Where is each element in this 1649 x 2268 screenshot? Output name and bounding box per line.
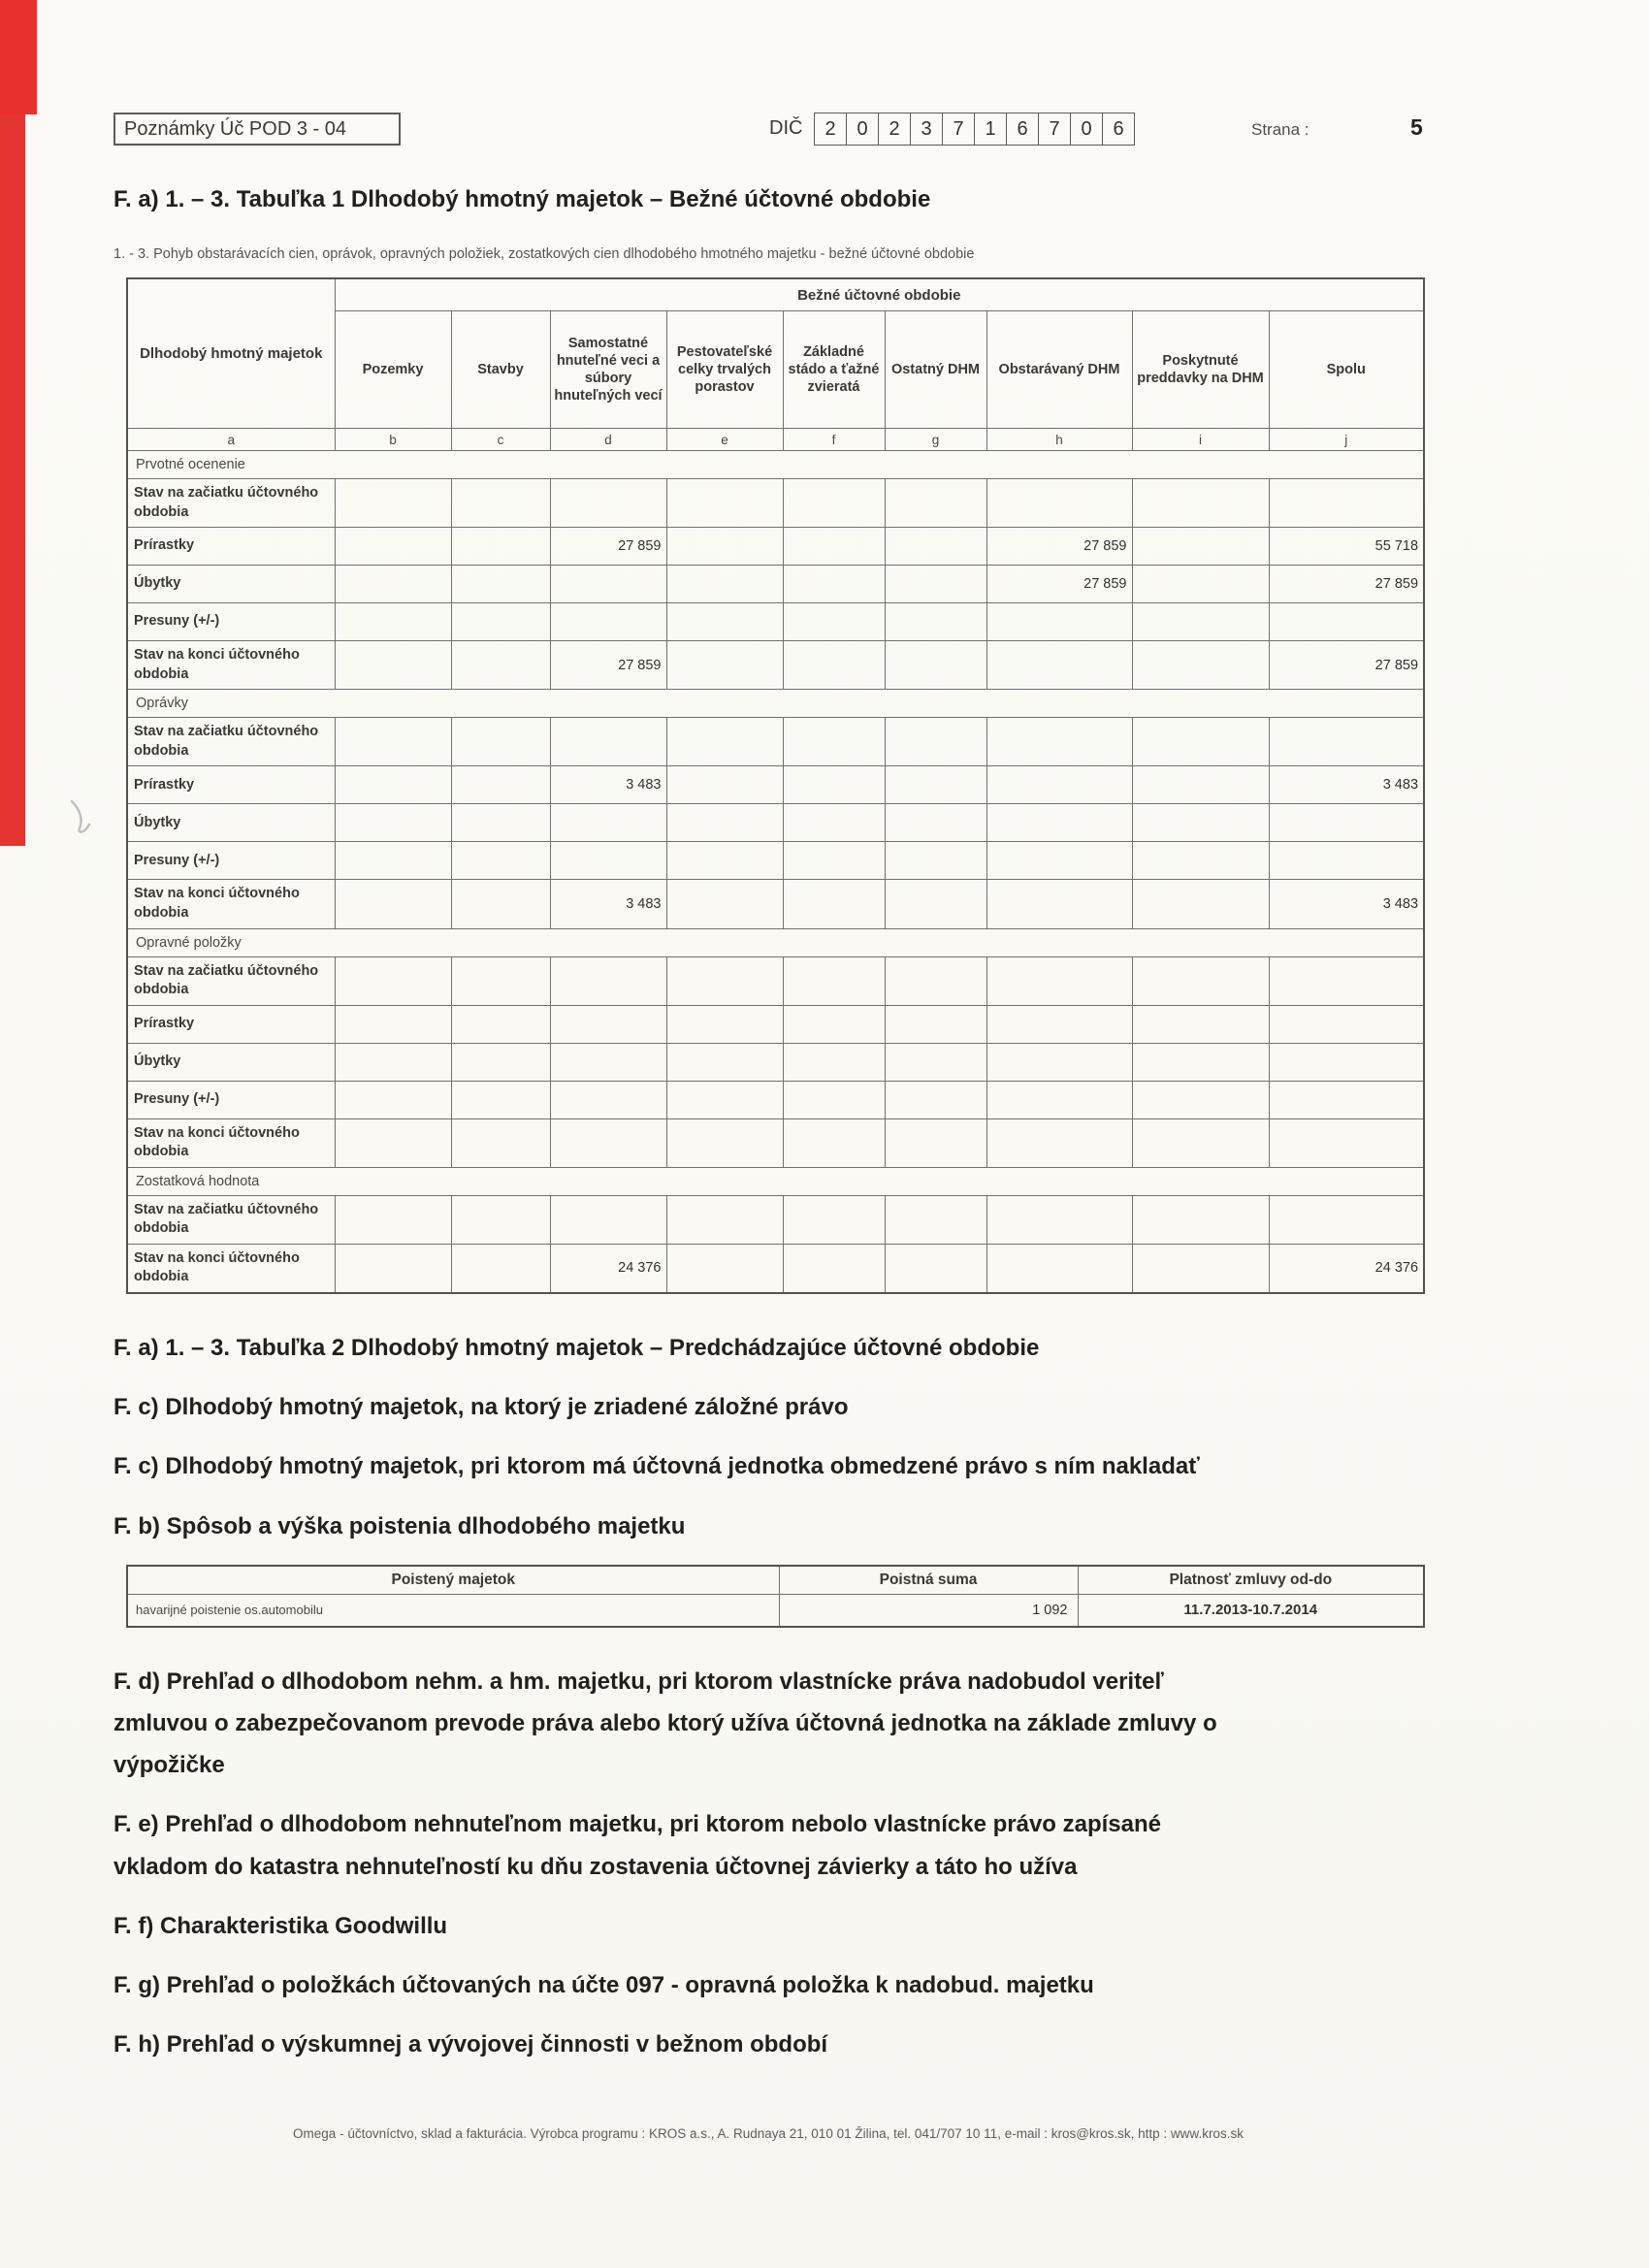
row-label: Prírastky bbox=[127, 528, 335, 566]
value-cell bbox=[666, 804, 783, 842]
value-cell bbox=[1132, 641, 1269, 690]
value-cell bbox=[885, 1244, 986, 1293]
section-row bbox=[127, 451, 1424, 479]
section-label: Prvotné ocenenie bbox=[127, 451, 1424, 479]
letter-e: e bbox=[666, 429, 783, 451]
col-header-preddavky: Poskytnuté preddavky na DHM bbox=[1132, 311, 1269, 429]
table-row bbox=[127, 566, 1424, 603]
dic-digit-boxes bbox=[815, 113, 1135, 146]
value-cell bbox=[885, 603, 986, 641]
value-cell bbox=[1132, 766, 1269, 804]
value-cell bbox=[666, 1005, 783, 1043]
value-cell bbox=[451, 641, 550, 690]
col-header-obstaravany: Obstarávaný DHM bbox=[986, 311, 1132, 429]
headings-before-table bbox=[113, 1327, 1491, 1547]
value-cell bbox=[1269, 603, 1424, 641]
value-cell bbox=[1269, 1043, 1424, 1081]
value-cell bbox=[986, 1043, 1132, 1081]
value-cell bbox=[550, 1005, 666, 1043]
table-row bbox=[127, 1118, 1424, 1167]
table-row bbox=[127, 528, 1424, 566]
col-header-ostatny: Ostatný DHM bbox=[885, 311, 986, 429]
row-label: Úbytky bbox=[127, 1043, 335, 1081]
value-cell bbox=[666, 956, 783, 1005]
value-cell bbox=[1269, 1118, 1424, 1167]
table-row bbox=[127, 1244, 1424, 1293]
value-cell bbox=[1132, 479, 1269, 528]
table-row bbox=[127, 766, 1424, 804]
form-id-box: Poznámky Úč POD 3 - 04 bbox=[113, 113, 401, 146]
value-cell bbox=[1132, 566, 1269, 603]
value-cell bbox=[885, 1081, 986, 1118]
value-cell bbox=[885, 528, 986, 566]
value-cell bbox=[666, 766, 783, 804]
value-cell bbox=[335, 842, 451, 880]
value-cell: 27 859 bbox=[986, 528, 1132, 566]
value-cell bbox=[550, 718, 666, 766]
value-cell bbox=[666, 880, 783, 928]
row-label: Stav na začiatku účtovného obdobia bbox=[127, 718, 335, 766]
period-header: Bežné účtovné obdobie bbox=[335, 278, 1424, 311]
value-cell bbox=[1132, 603, 1269, 641]
value-cell bbox=[335, 1005, 451, 1043]
value-cell bbox=[550, 1195, 666, 1244]
insurance-table bbox=[126, 1565, 1425, 1628]
section-label: Zostatková hodnota bbox=[127, 1167, 1424, 1195]
ins-platnost-value: 11.7.2013-10.7.2014 bbox=[1078, 1594, 1424, 1627]
value-cell bbox=[335, 718, 451, 766]
table-row bbox=[127, 718, 1424, 766]
value-cell: 3 483 bbox=[1269, 880, 1424, 928]
value-cell: 27 859 bbox=[550, 528, 666, 566]
row-label: Stav na konci účtovného obdobia bbox=[127, 880, 335, 928]
dic-digit: 2 bbox=[878, 113, 911, 146]
value-cell bbox=[335, 603, 451, 641]
value-cell bbox=[451, 804, 550, 842]
row-label: Presuny (+/-) bbox=[127, 1081, 335, 1118]
value-cell bbox=[1269, 718, 1424, 766]
value-cell bbox=[783, 1005, 885, 1043]
col-header-zakladne: Základné stádo a ťažné zvieratá bbox=[783, 311, 885, 429]
value-cell bbox=[335, 1244, 451, 1293]
table-row bbox=[127, 804, 1424, 842]
section-row bbox=[127, 1167, 1424, 1195]
value-cell bbox=[666, 1043, 783, 1081]
value-cell bbox=[335, 766, 451, 804]
value-cell bbox=[783, 528, 885, 566]
col-header-stavby: Stavby bbox=[451, 311, 550, 429]
letter-g: g bbox=[885, 429, 986, 451]
value-cell bbox=[666, 1244, 783, 1293]
row-label: Stav na začiatku účtovného obdobia bbox=[127, 1195, 335, 1244]
value-cell bbox=[1132, 842, 1269, 880]
ins-suma-value: 1 092 bbox=[779, 1594, 1078, 1627]
letter-b: b bbox=[335, 429, 451, 451]
value-cell bbox=[885, 479, 986, 528]
dhm-table-body bbox=[127, 451, 1424, 1294]
value-cell bbox=[885, 880, 986, 928]
table-row bbox=[127, 603, 1424, 641]
table-row bbox=[127, 1081, 1424, 1118]
value-cell bbox=[550, 956, 666, 1005]
table1-note: 1. - 3. Pohyb obstarávacích cien, oprávok, opravných položiek, zostatkových cien dlhodobého hmotného majetku - bežné účtovné obdobie bbox=[113, 246, 975, 262]
dic-digit: 0 bbox=[1070, 113, 1103, 146]
value-cell bbox=[335, 1195, 451, 1244]
value-cell bbox=[451, 1005, 550, 1043]
value-cell: 3 483 bbox=[550, 880, 666, 928]
col0-header: Dlhodobý hmotný majetok bbox=[127, 278, 335, 429]
value-cell bbox=[451, 718, 550, 766]
value-cell bbox=[335, 804, 451, 842]
ins-header-suma: Poistná suma bbox=[779, 1566, 1078, 1595]
dic-digit: 3 bbox=[910, 113, 943, 146]
value-cell bbox=[666, 479, 783, 528]
value-cell bbox=[986, 641, 1132, 690]
letter-i: i bbox=[1132, 429, 1269, 451]
section-row bbox=[127, 928, 1424, 956]
value-cell bbox=[783, 641, 885, 690]
value-cell bbox=[451, 479, 550, 528]
value-cell bbox=[1269, 1005, 1424, 1043]
value-cell bbox=[335, 956, 451, 1005]
value-cell bbox=[1132, 956, 1269, 1005]
value-cell bbox=[783, 479, 885, 528]
value-cell bbox=[783, 880, 885, 928]
value-cell bbox=[666, 718, 783, 766]
value-cell bbox=[783, 766, 885, 804]
value-cell bbox=[550, 566, 666, 603]
value-cell bbox=[783, 804, 885, 842]
row-label: Úbytky bbox=[127, 804, 335, 842]
col-header-samostatne: Samostatné hnuteľné veci a súbory hnuteľných vecí bbox=[550, 311, 666, 429]
dic-digit: 7 bbox=[942, 113, 975, 146]
value-cell bbox=[666, 1081, 783, 1118]
value-cell bbox=[451, 1244, 550, 1293]
scan-red-stripe bbox=[0, 0, 25, 846]
value-cell bbox=[451, 1043, 550, 1081]
col-header-pestovatelske: Pestovateľské celky trvalých porastov bbox=[666, 311, 783, 429]
value-cell: 24 376 bbox=[550, 1244, 666, 1293]
value-cell bbox=[885, 641, 986, 690]
value-cell bbox=[451, 1118, 550, 1167]
value-cell bbox=[1269, 1081, 1424, 1118]
dhm-table bbox=[126, 277, 1425, 1294]
value-cell bbox=[666, 566, 783, 603]
row-label: Prírastky bbox=[127, 1005, 335, 1043]
value-cell bbox=[986, 1081, 1132, 1118]
strana-label: Strana : bbox=[1251, 120, 1310, 139]
row-label: Stav na konci účtovného obdobia bbox=[127, 1118, 335, 1167]
value-cell bbox=[335, 1043, 451, 1081]
table-row bbox=[127, 1195, 1424, 1244]
heading-fe-kataster: F. e) Prehľad o dlhodobom nehnuteľnom majetku, pri ktorom nebolo vlastnícke právo zapísané vkladom do katastra nehnuteľností ku dňu zostavenia účtovnej závierky a táto ho užíva bbox=[113, 1811, 1161, 1880]
page-content bbox=[113, 186, 1491, 2083]
value-cell bbox=[783, 956, 885, 1005]
col-header-spolu: Spolu bbox=[1269, 311, 1424, 429]
value-cell bbox=[451, 956, 550, 1005]
value-cell bbox=[1132, 718, 1269, 766]
heading-fh-vyskum: F. h) Prehľad o výskumnej a vývojovej činnosti v bežnom období bbox=[113, 2031, 828, 2058]
page-header bbox=[113, 113, 1471, 153]
heading-fb-poistenie: F. b) Spôsob a výška poistenia dlhodobého majetku bbox=[113, 1512, 686, 1539]
value-cell bbox=[885, 566, 986, 603]
value-cell: 27 859 bbox=[986, 566, 1132, 603]
value-cell bbox=[783, 1195, 885, 1244]
value-cell bbox=[986, 804, 1132, 842]
value-cell bbox=[885, 766, 986, 804]
row-label: Úbytky bbox=[127, 566, 335, 603]
value-cell bbox=[1269, 1195, 1424, 1244]
heading-fg-097: F. g) Prehľad o položkách účtovaných na účte 097 - opravná položka k nadobud. majetku bbox=[113, 1971, 1094, 1998]
heading-fc-obmedzene: F. c) Dlhodobý hmotný majetok, pri ktorom má účtovná jednotka obmedzené právo s ním nakladať bbox=[113, 1453, 1200, 1480]
table-row bbox=[127, 880, 1424, 928]
value-cell: 27 859 bbox=[1269, 641, 1424, 690]
row-label: Stav na začiatku účtovného obdobia bbox=[127, 479, 335, 528]
value-cell bbox=[783, 718, 885, 766]
handwritten-mark bbox=[66, 795, 99, 843]
value-cell bbox=[885, 1118, 986, 1167]
value-cell bbox=[335, 528, 451, 566]
dic-digit: 7 bbox=[1038, 113, 1071, 146]
insurance-header-row bbox=[127, 1566, 1424, 1595]
value-cell bbox=[986, 479, 1132, 528]
table-row bbox=[127, 956, 1424, 1005]
value-cell bbox=[885, 956, 986, 1005]
value-cell bbox=[1269, 956, 1424, 1005]
value-cell bbox=[335, 479, 451, 528]
value-cell bbox=[335, 566, 451, 603]
table-row bbox=[127, 641, 1424, 690]
value-cell bbox=[451, 1195, 550, 1244]
ins-majetok-value: havarijné poistenie os.automobilu bbox=[127, 1594, 779, 1627]
dic-digit: 1 bbox=[974, 113, 1007, 146]
ins-header-platnost: Platnosť zmluvy od-do bbox=[1078, 1566, 1424, 1595]
value-cell bbox=[986, 718, 1132, 766]
value-cell bbox=[451, 880, 550, 928]
value-cell bbox=[885, 1195, 986, 1244]
value-cell bbox=[1132, 1081, 1269, 1118]
row-label: Stav na konci účtovného obdobia bbox=[127, 1244, 335, 1293]
value-cell bbox=[335, 880, 451, 928]
heading-fd-prevod: F. d) Prehľad o dlhodobom nehm. a hm. majetku, pri ktorom vlastnícke práva nadobudol veriteľ zmluvou o zabezpečovanom prevode práva alebo ktorý užíva účtovná jednotka na základe zmluvy o výpožičke bbox=[113, 1668, 1217, 1779]
value-cell bbox=[783, 1244, 885, 1293]
dic-label: DIČ bbox=[769, 117, 803, 139]
value-cell bbox=[666, 1195, 783, 1244]
value-cell bbox=[550, 1043, 666, 1081]
value-cell bbox=[1132, 880, 1269, 928]
heading-t2: F. a) 1. – 3. Tabuľka 2 Dlhodobý hmotný majetok – Predchádzajúce účtovné obdobie bbox=[113, 1335, 1040, 1361]
table-row bbox=[127, 1005, 1424, 1043]
value-cell bbox=[783, 566, 885, 603]
value-cell bbox=[1132, 1195, 1269, 1244]
letter-j: j bbox=[1269, 429, 1424, 451]
letter-a: a bbox=[127, 429, 335, 451]
value-cell bbox=[783, 842, 885, 880]
value-cell: 55 718 bbox=[1269, 528, 1424, 566]
value-cell bbox=[986, 1005, 1132, 1043]
value-cell: 3 483 bbox=[550, 766, 666, 804]
value-cell: 27 859 bbox=[550, 641, 666, 690]
col-header-pozemky: Pozemky bbox=[335, 311, 451, 429]
table-row bbox=[127, 1043, 1424, 1081]
value-cell bbox=[986, 842, 1132, 880]
headings-after-table bbox=[113, 1661, 1491, 2066]
value-cell bbox=[885, 718, 986, 766]
row-label: Presuny (+/-) bbox=[127, 603, 335, 641]
value-cell bbox=[550, 804, 666, 842]
value-cell bbox=[550, 842, 666, 880]
value-cell bbox=[783, 1118, 885, 1167]
ins-header-majetok: Poistený majetok bbox=[127, 1566, 779, 1595]
value-cell bbox=[550, 479, 666, 528]
value-cell bbox=[986, 1244, 1132, 1293]
value-cell bbox=[666, 603, 783, 641]
letter-f: f bbox=[783, 429, 885, 451]
value-cell bbox=[451, 528, 550, 566]
row-label: Stav na konci účtovného obdobia bbox=[127, 641, 335, 690]
value-cell bbox=[335, 1118, 451, 1167]
value-cell: 3 483 bbox=[1269, 766, 1424, 804]
footer-text: Omega - účtovníctvo, sklad a fakturácia. Výrobca programu : KROS a.s., A. Rudnaya 21, 010 01 Žilina, tel. 041/707 10 11, e-mail : kros@kros.sk, http : www.kros.sk bbox=[293, 2126, 1244, 2141]
value-cell bbox=[1132, 528, 1269, 566]
value-cell bbox=[885, 1043, 986, 1081]
row-label: Prírastky bbox=[127, 766, 335, 804]
row-label: Stav na začiatku účtovného obdobia bbox=[127, 956, 335, 1005]
value-cell bbox=[885, 1005, 986, 1043]
table1-title: F. a) 1. – 3. Tabuľka 1 Dlhodobý hmotný majetok – Bežné účtovné obdobie bbox=[113, 186, 931, 212]
dic-digit: 6 bbox=[1006, 113, 1039, 146]
value-cell bbox=[451, 766, 550, 804]
heading-ff-goodwill: F. f) Charakteristika Goodwillu bbox=[113, 1912, 448, 1939]
value-cell bbox=[885, 842, 986, 880]
dic-digit: 2 bbox=[814, 113, 847, 146]
row-label: Presuny (+/-) bbox=[127, 842, 335, 880]
value-cell bbox=[666, 528, 783, 566]
value-cell bbox=[783, 1081, 885, 1118]
value-cell bbox=[986, 1118, 1132, 1167]
period-header-row bbox=[127, 278, 1424, 311]
value-cell bbox=[666, 641, 783, 690]
section-label: Opravné položky bbox=[127, 928, 1424, 956]
dic-digit: 6 bbox=[1102, 113, 1135, 146]
value-cell bbox=[986, 766, 1132, 804]
value-cell bbox=[986, 1195, 1132, 1244]
value-cell bbox=[986, 603, 1132, 641]
value-cell: 27 859 bbox=[1269, 566, 1424, 603]
value-cell bbox=[986, 880, 1132, 928]
section-label: Oprávky bbox=[127, 690, 1424, 718]
value-cell bbox=[451, 566, 550, 603]
value-cell bbox=[335, 1081, 451, 1118]
value-cell bbox=[986, 956, 1132, 1005]
value-cell bbox=[1132, 1005, 1269, 1043]
value-cell bbox=[666, 842, 783, 880]
letter-c: c bbox=[451, 429, 550, 451]
value-cell bbox=[1132, 1244, 1269, 1293]
value-cell bbox=[783, 1043, 885, 1081]
value-cell bbox=[666, 1118, 783, 1167]
value-cell bbox=[783, 603, 885, 641]
table-row bbox=[127, 842, 1424, 880]
value-cell bbox=[550, 603, 666, 641]
page-number: 5 bbox=[1410, 114, 1423, 140]
value-cell bbox=[1269, 842, 1424, 880]
value-cell: 24 376 bbox=[1269, 1244, 1424, 1293]
insurance-row bbox=[127, 1594, 1424, 1627]
value-cell bbox=[1269, 479, 1424, 528]
value-cell bbox=[335, 641, 451, 690]
value-cell bbox=[451, 603, 550, 641]
value-cell bbox=[1132, 1118, 1269, 1167]
section-row bbox=[127, 690, 1424, 718]
heading-fc-zalozne: F. c) Dlhodobý hmotný majetok, na ktorý je zriadené záložné právo bbox=[113, 1394, 849, 1421]
value-cell bbox=[550, 1118, 666, 1167]
value-cell bbox=[451, 1081, 550, 1118]
scan-red-stripe-top bbox=[0, 0, 37, 114]
value-cell bbox=[885, 804, 986, 842]
table-row bbox=[127, 479, 1424, 528]
letter-h: h bbox=[986, 429, 1132, 451]
value-cell bbox=[550, 1081, 666, 1118]
value-cell bbox=[1132, 804, 1269, 842]
value-cell bbox=[1269, 804, 1424, 842]
value-cell bbox=[1132, 1043, 1269, 1081]
letter-d: d bbox=[550, 429, 666, 451]
letters-row bbox=[127, 429, 1424, 451]
dic-digit: 0 bbox=[846, 113, 879, 146]
value-cell bbox=[451, 842, 550, 880]
